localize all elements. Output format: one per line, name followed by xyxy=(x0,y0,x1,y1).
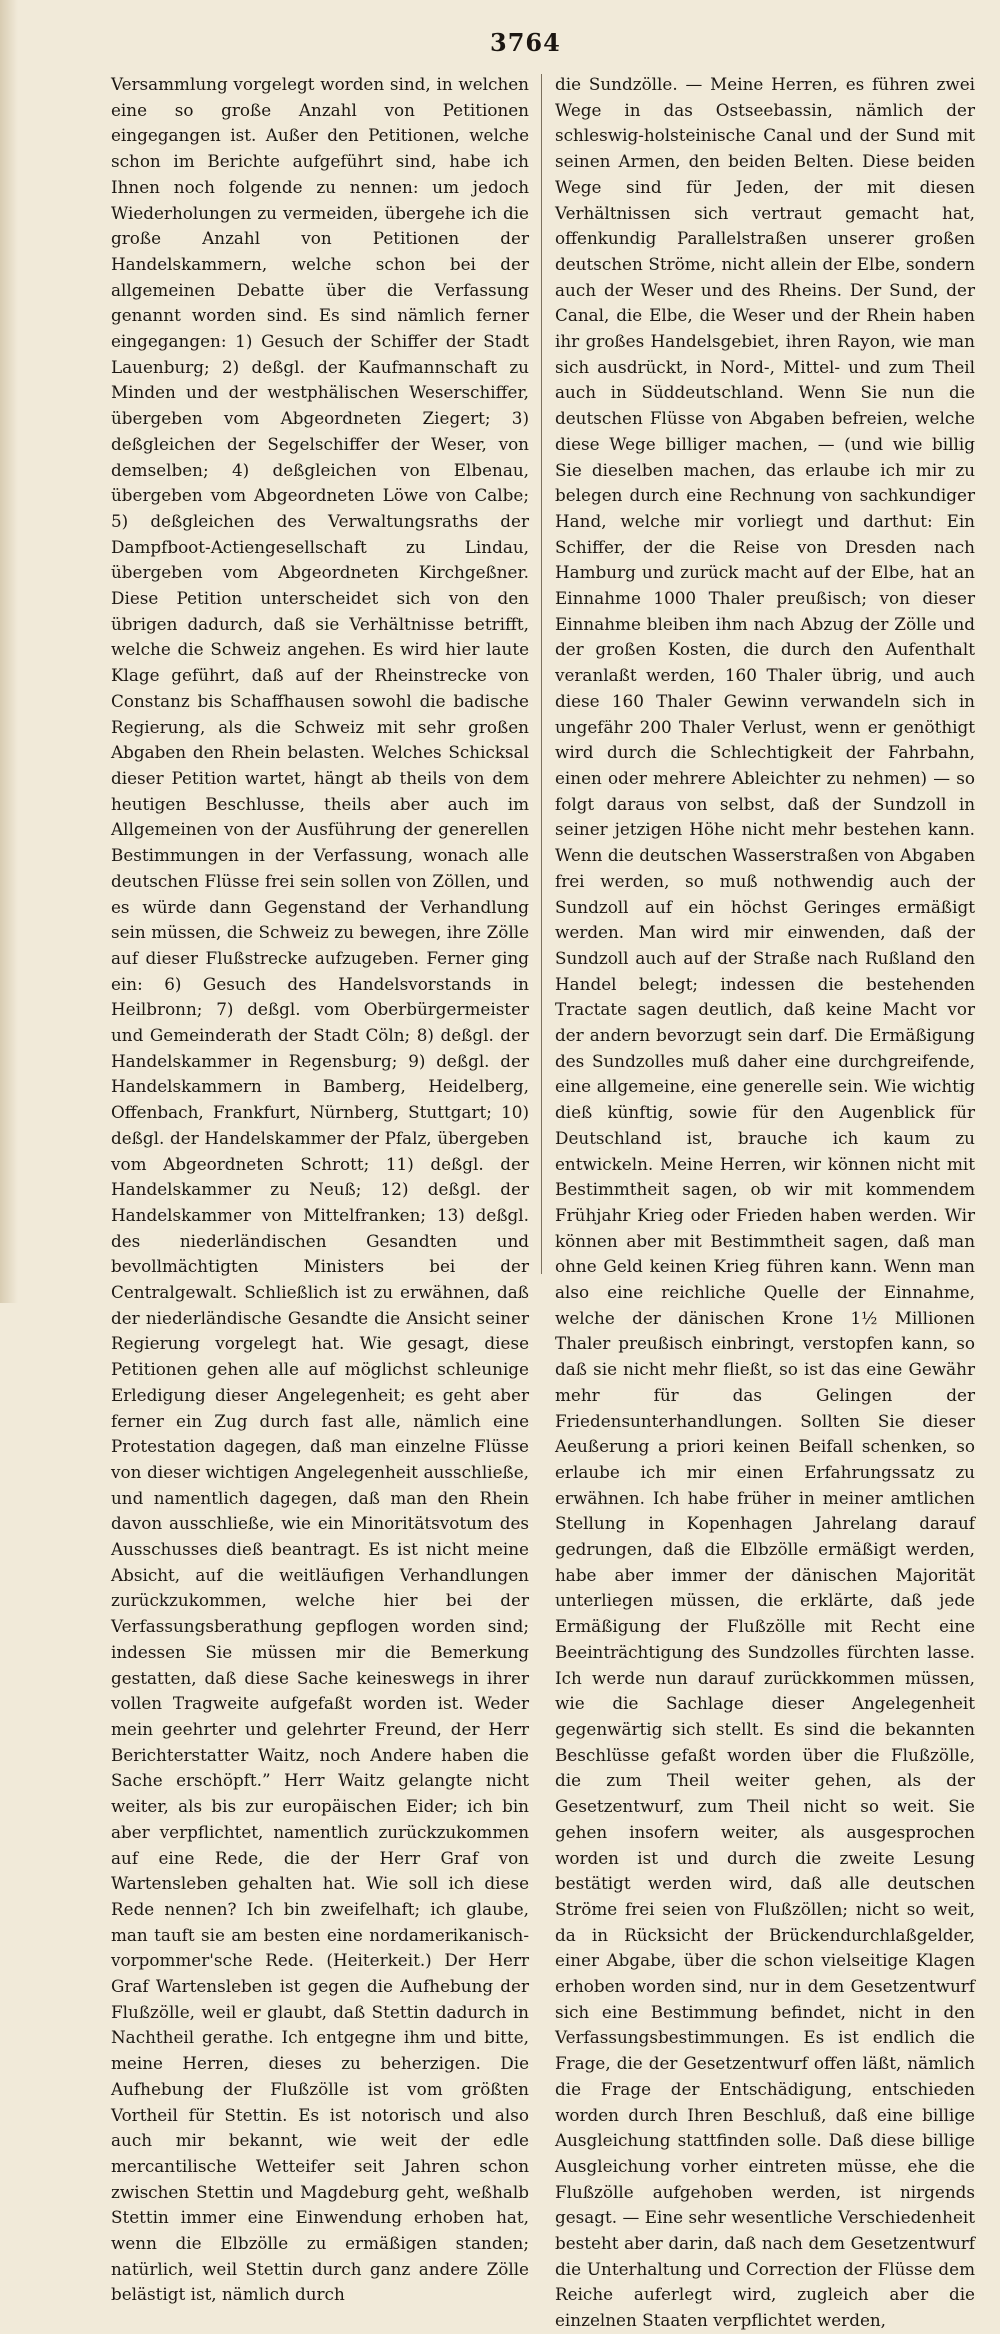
page-fold-shadow xyxy=(0,0,18,1303)
left-column xyxy=(111,72,529,2305)
right-column-text: die Sundzölle. — Meine Herren, es führen zwei Wege in das Ostseebassin, nämlich der schleswig-holsteinische Canal und der Sund mit seinen Armen, den beiden Belten. Diese beiden Wege sind für Jeden, der mit diesen Verhältnissen sich vertraut gemacht hat, offenkundig Parallelstraßen unserer großen deutschen Ströme, nicht allein der Elbe, sondern auch der Weser und des Rheins. Der Sund, der Canal, die Elbe, die Weser und der Rhein haben ihr großes Handelsgebiet, ihren Rayon, wie man sich ausdrückt, in Nord-, Mittel- und zum Theil auch in Süddeutschland. Wenn Sie nun die deutschen Flüsse von Abgaben befreien, welche diese Wege billiger machen, — (und wie billig Sie dieselben machen, das erlaube ich mir zu belegen durch eine Rechnung von sachkundiger Hand, welche mir vorliegt und darthut: Ein Schiffer, der die Reise von Dresden nach Hamburg und zurück macht auf der Elbe, hat an Einnahme 1000 Thaler preußisch; von dieser Einnahme bleiben ihm nach Abzug der Zölle und der großen Kosten, die durch den Aufenthalt veranlaßt werden, 160 Thaler übrig, und auch diese 160 Thaler Gewinn verwandeln sich in ungefähr 200 Thaler Verlust, wenn er genöthigt wird durch die Schlechtigkeit der Fahrbahn, einen oder mehrere Ableichter zu nehmen) — so folgt daraus von selbst, daß der Sundzoll in seiner jetzigen Höhe nicht mehr bestehen kann. Wenn die deutschen Wasserstraßen von Abgaben frei werden, so muß nothwendig auch der Sundzoll auf ein höchst Geringes ermäßigt werden. Man wird mir einwenden, daß der Sundzoll auch auf der Straße nach Rußland den Handel belegt; indessen die bestehenden Tractate sagen deutlich, daß keine Macht vor der andern bevorzugt sein darf. Die Ermäßigung des Sundzolles muß daher eine durchgreifende, eine allgemeine, eine generelle sein. Wie wichtig dieß künftig, sowie für den Augenblick für Deutschland ist, brauche ich kaum zu entwickeln. Meine Herren, wir können nicht mit Bestimmtheit sagen, ob wir mit kommendem Frühjahr Krieg oder Frieden haben werden. Wir können aber mit Bestimmtheit sagen, daß man ohne Geld keinen Krieg führen kann. Wenn man also eine reichliche Quelle der Einnahme, welche der dänischen Krone 1½ Millionen Thaler preußisch einbringt, verstopfen kann, so daß sie nicht mehr fließt, so ist das eine Gewähr mehr für das Gelingen der Friedensunterhandlungen. Sollten Sie dieser Aeußerung a priori keinen Beifall schenken, so erlaube ich mir einen Erfahrungssatz zu erwähnen. Ich habe früher in meiner amtlichen Stellung in Kopenhagen Jahrelang darauf gedrungen, daß die Elbzölle ermäßigt werden, habe aber immer der dänischen Majorität unterliegen müssen, die erklärte, daß jede Ermäßigung der Flußzölle mit Recht eine Beeinträchtigung des Sundzolles fürchten lasse. Ich werde nun darauf zurückkommen müssen, wie die Sachlage dieser Angelegenheit gegenwärtig sich stellt. Es sind die bekannten Beschlüsse gefaßt worden über die Flußzölle, die zum Theil weiter gehen, als der Gesetzentwurf, zum Theil nicht so weit. Sie gehen insofern weiter, als ausgesprochen worden ist und durch die zweite Lesung bestätigt werden wird, daß alle deutschen Ströme frei seien von Flußzöllen; nicht so weit, da in Rücksicht der Brückendurchlaßgelder, einer Abgabe, über die schon vielseitige Klagen erhoben worden sind, nur in dem Gesetzentwurf sich eine Bestimmung befindet, nicht in den Verfassungsbestimmungen. Es ist endlich die Frage, die der Gesetzentwurf offen läßt, nämlich die Frage der Entschädigung, entschieden worden durch Ihren Beschluß, daß eine billige Ausgleichung stattfinden solle. Daß diese billige Ausgleichung vorher eintreten müsse, ehe die Flußzölle aufgehoben werden, ist nirgends gesagt. — Eine sehr wesentliche Verschiedenheit besteht aber darin, daß nach dem Gesetzentwurf die Unterhaltung und Correction der Flüsse dem Reiche auferlegt wird, zugleich aber die einzelnen Staaten verpflichtet werden, xyxy=(555,74,975,2331)
right-column xyxy=(555,72,975,2331)
page-number: 3764 xyxy=(490,28,561,57)
left-column-text: Versammlung vorgelegt worden sind, in welchen eine so große Anzahl von Petitionen eingegangen ist. Außer den Petitionen, welche schon im Berichte aufgeführt sind, habe ich Ihnen noch folgende zu nennen: um jedoch Wiederholungen zu vermeiden, übergehe ich die große Anzahl von Petitionen der Handelskammern, welche schon bei der allgemeinen Debatte über die Verfassung genannt worden sind. Es sind nämlich ferner eingegangen: 1) Gesuch der Schiffer der Stadt Lauenburg; 2) deßgl. der Kaufmannschaft zu Minden und der westphälischen Weserschiffer, übergeben vom Abgeordneten Ziegert; 3) deßgleichen der Segelschiffer der Weser, von demselben; 4) deßgleichen von Elbenau, übergeben vom Abgeordneten Löwe von Calbe; 5) deßgleichen des Verwaltungsraths der Dampfboot-Actiengesellschaft zu Lindau, übergeben vom Abgeordneten Kirchgeßner. Diese Petition unterscheidet sich von den übrigen dadurch, daß sie Verhältnisse betrifft, welche die Schweiz angehen. Es wird hier laute Klage geführt, daß auf der Rheinstrecke von Constanz bis Schaffhausen sowohl die badische Regierung, als die Schweiz mit sehr großen Abgaben den Rhein belasten. Welches Schicksal dieser Petition wartet, hängt ab theils von dem heutigen Beschlusse, theils aber auch im Allgemeinen von der Ausführung der generellen Bestimmungen in der Verfassung, wonach alle deutschen Flüsse frei sein sollen von Zöllen, und es würde dann Gegenstand der Verhandlung sein müssen, die Schweiz zu bewegen, ihre Zölle auf dieser Flußstrecke aufzugeben. Ferner ging ein: 6) Gesuch des Handelsvorstands in Heilbronn; 7) deßgl. vom Oberbürgermeister und Gemeinderath der Stadt Cöln; 8) deßgl. der Handelskammer in Regensburg; 9) deßgl. der Handelskammern in Bamberg, Heidelberg, Offenbach, Frankfurt, Nürnberg, Stuttgart; 10) deßgl. der Handelskammer der Pfalz, übergeben vom Abgeordneten Schrott; 11) deßgl. der Handelskammer zu Neuß; 12) deßgl. der Handelskammer von Mittelfranken; 13) deßgl. des niederländischen Gesandten und bevollmächtigten Ministers bei der Centralgewalt. Schließlich ist zu erwähnen, daß der niederländische Gesandte die Ansicht seiner Regierung vorgelegt hat. Wie gesagt, diese Petitionen gehen alle auf möglichst schleunige Erledigung dieser Angelegenheit; es geht aber ferner ein Zug durch fast alle, nämlich eine Protestation dagegen, daß man einzelne Flüsse von dieser wichtigen Angelegenheit ausschließe, und namentlich dagegen, daß man den Rhein davon ausschließe, wie ein Minoritätsvotum des Ausschusses dieß beantragt. Es ist nicht meine Absicht, auf die weitläufigen Verhandlungen zurückzukommen, welche hier bei der Verfassungsberathung gepflogen worden sind; indessen Sie müssen mir die Bemerkung gestatten, daß diese Sache keineswegs in ihrer vollen Tragweite aufgefaßt worden ist. Weder mein geehrter und gelehrter Freund, der Herr Berichterstatter Waitz, noch Andere haben die Sache erschöpft.” Herr Waitz gelangte nicht weiter, als bis zur europäischen Eider; ich bin aber verpflichtet, namentlich zurückzukommen auf eine Rede, die der Herr Graf von Wartensleben gehalten hat. Wie soll ich diese Rede nennen? Ich bin zweifelhaft; ich glaube, man tauft sie am besten eine nordamerikanisch-vorpommer'sche Rede. (Heiterkeit.) Der Herr Graf Wartensleben ist gegen die Aufhebung der Flußzölle, weil er glaubt, daß Stettin dadurch in Nachtheil gerathe. Ich entgegne ihm und bitte, meine Herren, dieses zu beherzigen. Die Aufhebung der Flußzölle ist vom größten Vortheil für Stettin. Es ist notorisch und also auch mir bekannt, wie weit der edle mercantilische Wetteifer seit Jahren schon zwischen Stettin und Magdeburg geht, weßhalb Stettin immer eine Einwendung erhoben hat, wenn die Elbzölle zu ermäßigen standen; natürlich, weil Stettin durch ganz andere Zölle belästigt ist, nämlich durch xyxy=(111,74,529,2305)
column-divider xyxy=(541,74,542,1274)
